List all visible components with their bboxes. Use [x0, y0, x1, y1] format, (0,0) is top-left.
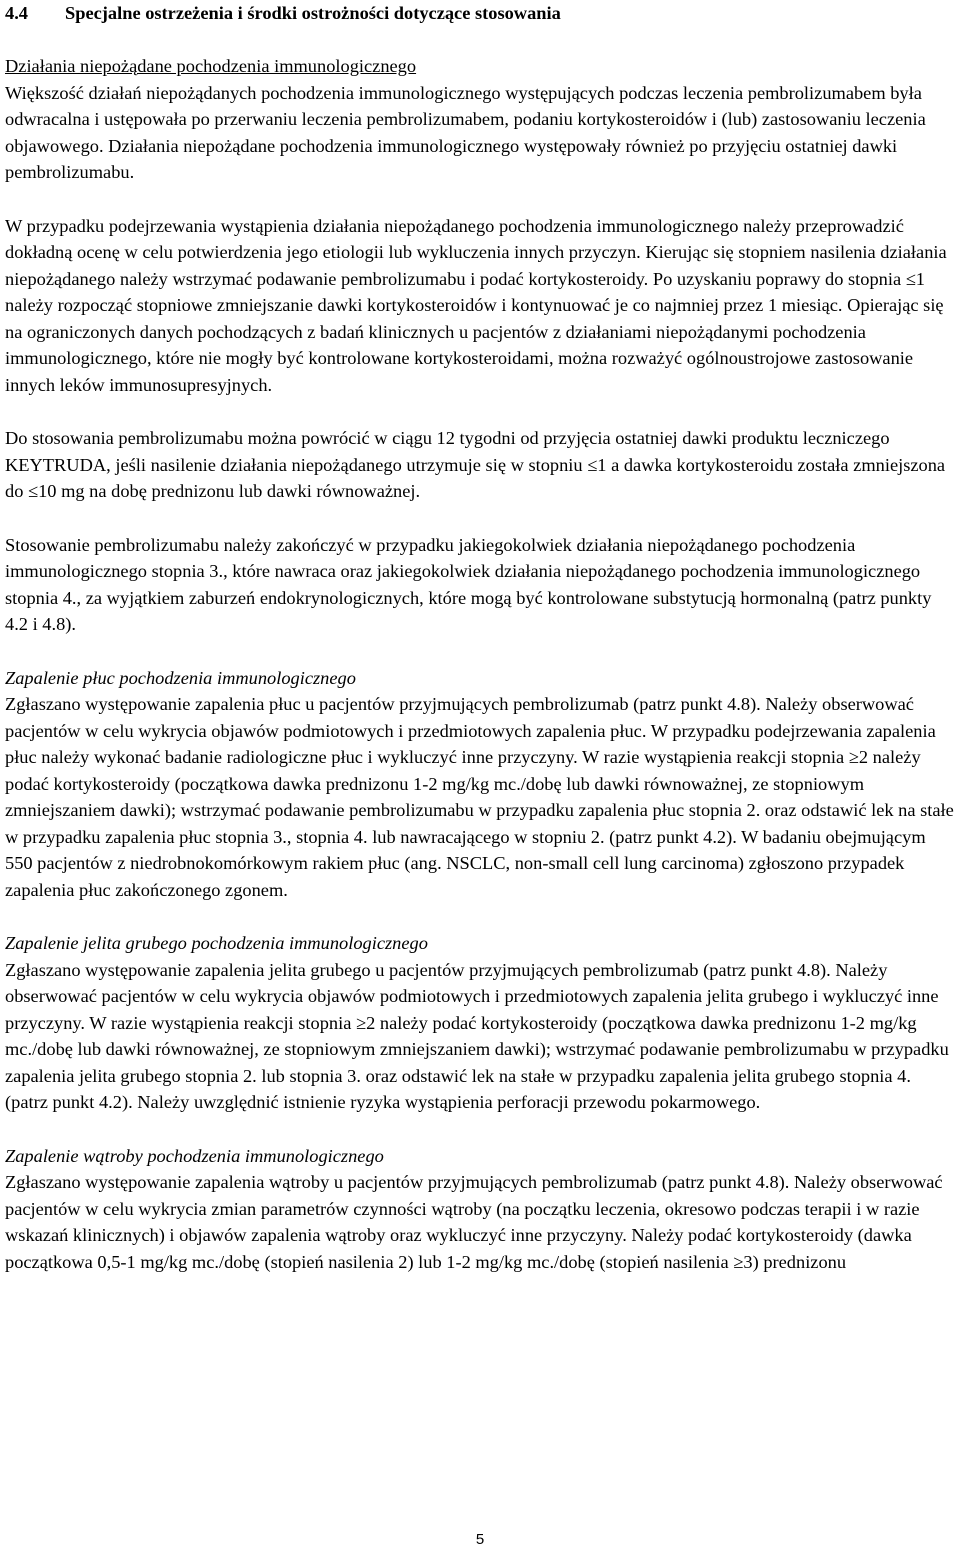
paragraph: Zgłaszano występowanie zapalenia wątroby u pacjentów przyjmujących pembrolizumab (patrz punkt 4.8). Należy obserwować pacjentów w celu wykrycia zmian parametrów czynności wątroby (na początku leczenia, okresowo podczas terapii i w razie wskazań klinicznych) i objawów zapalenia wątroby oraz wykluczyć inne przyczyny. Należy podać kortykosteroidy (dawka początkowa 0,5-1 mg/kg mc./dobę (stopień nasilenia 2) lub 1-2 mg/kg mc./dobę (stopień nasilenia ≥3) prednizonu [5, 1172, 943, 1272]
paragraph: Do stosowania pembrolizumabu można powrócić w ciągu 12 tygodni od przyjęcia ostatniej dawki produktu leczniczego KEYTRUDA, jeśli nasilenie działania niepożądanego utrzymuje się w stopniu ≤1 a dawka kortykosteroidu została zmniejszona do ≤10 mg na dobę prednizonu lub dawki równoważnej. [5, 428, 946, 501]
paragraph: Zgłaszano występowanie zapalenia płuc u pacjentów przyjmujących pembrolizumab (patrz punkt 4.8). Należy obserwować pacjentów w celu wykrycia objawów podmiotowych i przedmiotowych zapalenia płuc. W przypadku podejrzewania zapalenia płuc należy wykonać badanie radiologiczne płuc i wykluczyć inne przyczyny. W razie wystąpienia reakcji stopnia ≥2 należy podać kortykosteroidy (początkowa dawka prednizonu 1-2 mg/kg mc./dobę lub dawki równoważnej, ze stopniowym zmniejszaniem dawki); wstrzymać podawanie pembrolizumabu w przypadku zapalenia płuc stopnia 2. oraz odstawić lek na stałe w przypadku zapalenia płuc stopnia 3., stopnia 4. lub nawracającego w stopniu 2. (patrz punkt 4.2). W badaniu obejmującym 550 pacjentów z niedrobnokomórkowym rakiem płuc (ang. NSCLC, non-small cell lung carcinoma) zgłoszono przypadek zapalenia płuc zakończonego zgonem. [5, 694, 954, 900]
section-heading [5, 0, 955, 27]
section-number: 4.4 [5, 3, 28, 23]
section-title: Specjalne ostrzeżenia i środki ostrożności dotyczące stosowania [65, 3, 561, 23]
page-number: 5 [475, 1531, 485, 1548]
paragraph: Większość działań niepożądanych pochodzenia immunologicznego występujących podczas leczenia pembrolizumabem była odwracalna i ustępowała po przerwaniu leczenia pembrolizumabem, podaniu kortykosteroidów i (lub) zastosowaniu leczenia objawowego. Działania niepożądane pochodzenia immunologicznego występowały również po przyjęciu ostatniej dawki pembrolizumabu. [5, 82, 926, 182]
subheading-immune-adverse-reactions: Działania niepożądane pochodzenia immunologicznego [5, 56, 417, 76]
subheading-hepatitis: Zapalenie wątroby pochodzenia immunologicznego [5, 1145, 384, 1166]
subheading-colitis: Zapalenie jelita grubego pochodzenia immunologicznego [5, 933, 428, 953]
paragraph: Stosowanie pembrolizumabu należy zakończyć w przypadku jakiegokolwiek działania niepożądanego pochodzenia immunologicznego stopnia 3., które nawraca oraz jakiegokolwiek działania niepożądanego pochodzenia immunologicznego stopnia 4., za wyjątkiem zaburzeń endokrynologicznych, które mogą być kontrolowane substytucją hormonalną (patrz punkty 4.2 i 4.8). [5, 534, 932, 634]
document-page [5, 0, 955, 1275]
paragraph: Zgłaszano występowanie zapalenia jelita grubego u pacjentów przyjmujących pembrolizumab (patrz punkt 4.8). Należy obserwować pacjentów w celu wykrycia objawów podmiotowych i przedmiotowych zapalenia jelita grubego i wykluczyć inne przyczyny. W razie wystąpienia reakcji stopnia ≥2 należy podać kortykosteroidy (początkowa dawka prednizonu 1-2 mg/kg mc./dobę lub dawki równoważnej, ze stopniowym zmniejszaniem dawki); wstrzymać podawanie pembrolizumabu w przypadku zapalenia jelita grubego stopnia 2. lub stopnia 3. oraz odstawić lek na stałe w przypadku zapalenia jelita grubego stopnia 4. (patrz punkt 4.2). Należy uwzględnić istnienie ryzyka wystąpienia perforacji przewodu pokarmowego. [5, 959, 949, 1112]
subheading-pneumonitis: Zapalenie płuc pochodzenia immunologicznego [5, 667, 356, 688]
paragraph: W przypadku podejrzewania wystąpienia działania niepożądanego pochodzenia immunologicznego należy przeprowadzić dokładną ocenę w celu potwierdzenia jego etiologii lub wykluczenia innych przyczyn. Kierując się stopniem nasilenia działania niepożądanego należy wstrzymać podawanie pembrolizumabu i podać kortykosteroidy. Po uzyskaniu poprawy do stopnia ≤1 należy rozpocząć stopniowe zmniejszanie dawki kortykosteroidów i kontynuować je co najmniej przez 1 miesiąc. Opierając się na ograniczonych danych pochodzących z badań klinicznych u pacjentów z działaniami niepożądanymi pochodzenia immunologicznego, które nie mogły być kontrolowane kortykosteroidami, można rozważyć ogólnoustrojowe zastosowanie innych leków immunosupresyjnych. [5, 215, 947, 395]
